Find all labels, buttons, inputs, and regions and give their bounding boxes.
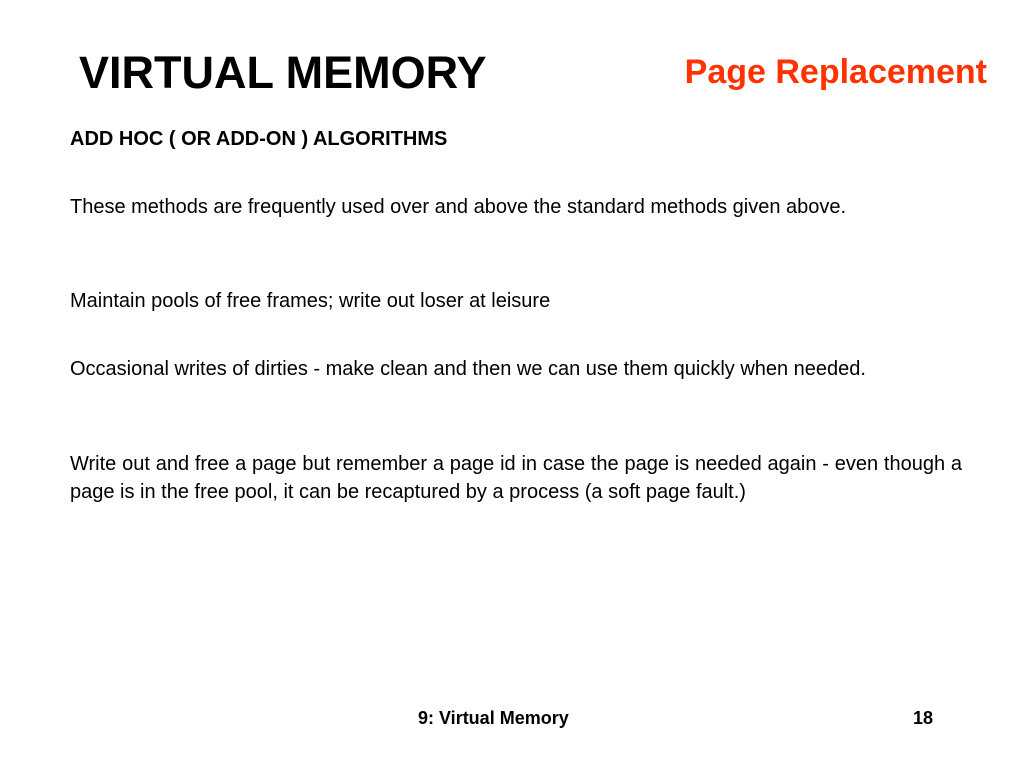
section-title: Page Replacement [684, 53, 987, 91]
content-heading: ADD HOC ( OR ADD-ON ) ALGORITHMS [70, 128, 448, 150]
paragraph-soft-page-fault: Write out and free a page but remember a page id in case the page is needed again - even though a page is in the free pool, it can be recaptured by a process (a soft page fault.) [70, 453, 962, 503]
paragraph-dirty-writes: Occasional writes of dirties - make clean and then we can use them quickly when needed. [70, 358, 866, 380]
footer-chapter: 9: Virtual Memory [418, 708, 569, 728]
paragraph-standard-methods: These methods are frequently used over and above the standard methods given above. [70, 196, 847, 218]
footer-page-number: 18 [913, 708, 934, 728]
paragraph-free-frames: Maintain pools of free frames; write out loser at leisure [70, 290, 551, 312]
slide-title: VIRTUAL MEMORY [79, 47, 487, 98]
